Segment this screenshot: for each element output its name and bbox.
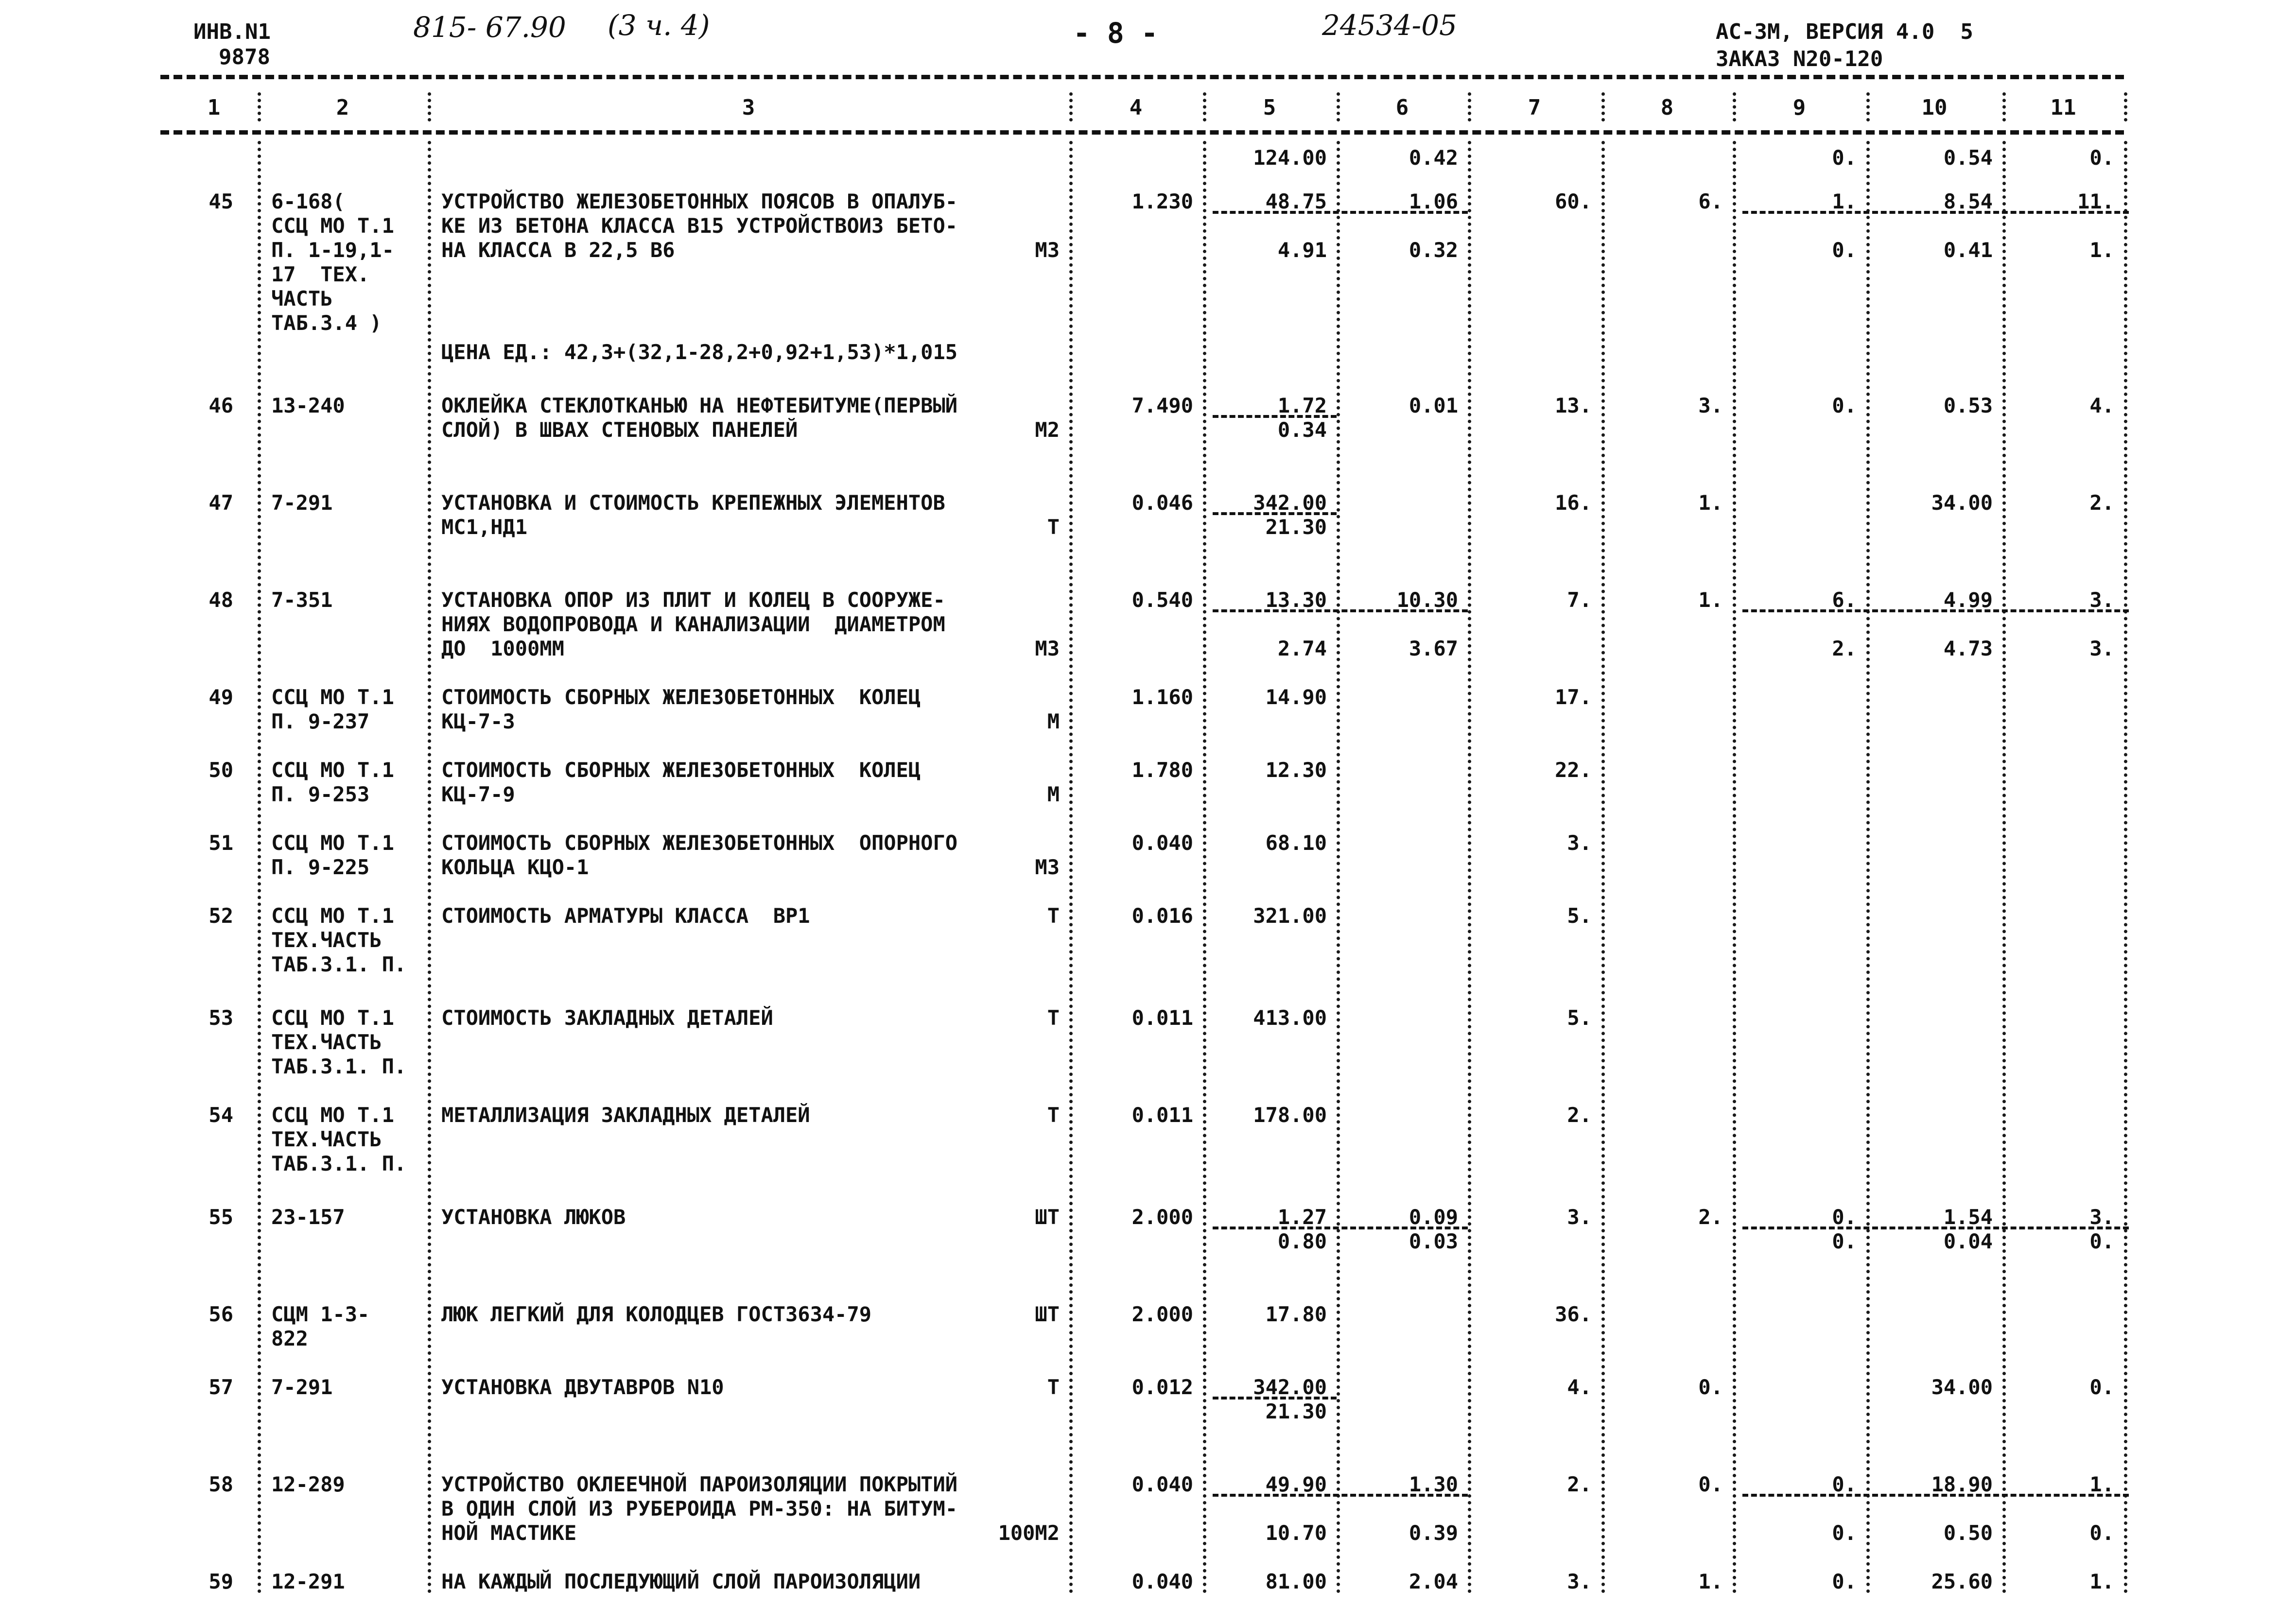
column-separator [1866,141,1870,1594]
row-col-11: 0. [2089,1229,2114,1253]
row-code: ССЦ МО Т.1 [271,214,394,238]
row-col-7: 5. [1567,1006,1592,1030]
row-unit: Т [1047,1375,1060,1399]
row-code: 23-157 [271,1205,345,1229]
handwritten-code: 815- 67.90 [413,11,566,44]
row-col-11: 2. [2089,491,2114,515]
column-separator [2124,92,2127,121]
row-description: УСТРОЙСТВО ЖЕЛЕЗОБЕТОННЫХ ПОЯСОВ В ОПАЛУБ- [441,190,958,213]
row-col-7: 22. [1555,758,1592,782]
row-col-9: 0. [1832,1472,1857,1496]
row-col-11: 3. [2089,588,2114,612]
row-col-6: 3.67 [1409,637,1458,660]
row-quantity: 0.040 [1131,831,1193,855]
row-col-11: 4. [2089,394,2114,417]
row-code: ССЦ МО Т.1 [271,904,394,928]
column-separator [1601,92,1605,121]
column-number-9: 9 [1792,95,1806,120]
row-code: 7-291 [271,1375,333,1399]
row-col-5: 12.30 [1265,758,1327,782]
row-quantity: 0.012 [1131,1375,1193,1399]
row-col-7: 4. [1567,1375,1592,1399]
row-number: 52 [209,904,233,928]
row-col-10: 4.73 [1943,637,1993,660]
row-code: 12-289 [271,1472,345,1496]
column-separator [2124,141,2127,1594]
row-code: 7-351 [271,588,333,612]
row-col-10: 34.00 [1931,1375,1993,1399]
row-col-10: 4.99 [1943,588,1993,612]
row-col-7: 60. [1555,190,1592,213]
row-description: ЛЮК ЛЕГКИЙ ДЛЯ КОЛОДЦЕВ ГОСТ3634-79 [441,1302,872,1326]
row-col-8: 6. [1698,190,1723,213]
subtotal-separator [1213,609,1468,612]
row-col-6: 2.04 [1409,1570,1458,1593]
row-col-7: 3. [1567,1570,1592,1593]
column-separator [1069,92,1073,121]
top-rule [160,75,2124,79]
row-code: ТЕХ.ЧАСТЬ [271,928,382,952]
row-col-9: 0. [1832,1205,1857,1229]
row-code: П. 9-237 [271,709,370,733]
row-number: 45 [209,190,233,213]
row-code: 6-168( [271,190,345,213]
row-col-5: 1.27 [1277,1205,1327,1229]
row-col-5: 0.34 [1277,418,1327,442]
row-description: СТОИМОСТЬ СБОРНЫХ ЖЕЛЕЗОБЕТОННЫХ КОЛЕЦ [441,758,921,782]
column-number-10: 10 [1921,95,1948,120]
row-col-11: 0. [2089,1521,2114,1545]
row-col-9: 0. [1832,1570,1857,1593]
row-description: НОЙ МАСТИКЕ [441,1521,577,1545]
subtotal-separator [1742,1227,2129,1229]
row-code: ТАБ.3.1. П. [271,1152,407,1175]
row-unit: Т [1047,1103,1060,1127]
row-code: 822 [271,1327,308,1350]
header-bottom-rule [160,130,2124,135]
row-col-6: 0.32 [1409,238,1458,262]
row-description: ОКЛЕЙКА СТЕКЛОТКАНЬЮ НА НЕФТЕБИТУМЕ(ПЕРВЫЙ [441,394,958,417]
row-description: СТОИМОСТЬ СБОРНЫХ ЖЕЛЕЗОБЕТОННЫХ КОЛЕЦ [441,685,921,709]
row-col-6: 10.30 [1396,588,1458,612]
row-description: УСТАНОВКА ДВУТАВРОВ N10 [441,1375,724,1399]
row-quantity: 1.230 [1131,190,1193,213]
order-label: ЗАКАЗ N20-120 [1716,47,1883,71]
row-col-7: 3. [1567,831,1592,855]
row-number: 53 [209,1006,233,1030]
row-col-11: 0. [2089,1375,2114,1399]
row-col-5: 10.70 [1265,1521,1327,1545]
row-col-9: 0. [1832,394,1857,417]
row-col-11: 11. [2077,190,2114,213]
row-col-9: 1. [1832,190,1857,213]
column-separator [1733,141,1736,1594]
row-col-8: 0. [1698,1472,1723,1496]
version-label: АС-3М, ВЕРСИЯ 4.0 5 [1716,19,1973,44]
row-col-8: 2. [1698,1205,1723,1229]
subtotal-separator [1213,1494,1468,1497]
row-unit: Т [1047,1006,1060,1030]
column-number-8: 8 [1660,95,1674,120]
column-number-5: 5 [1263,95,1276,120]
row-code: СЦМ 1-3- [271,1302,370,1326]
row-quantity: 0.540 [1131,588,1193,612]
column-number-4: 4 [1129,95,1143,120]
row-col-9: 0. [1832,1229,1857,1253]
inventory-number: 9878 [219,45,270,69]
column-number-3: 3 [742,95,755,120]
row-description: УСТРОЙСТВО ОКЛЕЕЧНОЙ ПАРОИЗОЛЯЦИИ ПОКРЫТИЙ [441,1472,958,1496]
row-col-5: 48.75 [1265,190,1327,213]
row-col-8: 1. [1698,1570,1723,1593]
row-col-6: 0.42 [1409,146,1458,170]
row-col-10: 0.53 [1943,394,1993,417]
column-separator [1733,92,1736,121]
row-number: 47 [209,491,233,515]
row-col-5: 124.00 [1253,146,1327,170]
subtotal-separator [1213,1227,1468,1229]
column-number-1: 1 [207,95,221,120]
column-separator [2002,92,2006,121]
subtotal-separator [1213,415,1337,418]
row-col-5: 342.00 [1253,1375,1327,1399]
row-col-5: 21.30 [1265,1400,1327,1423]
row-number: 56 [209,1302,233,1326]
column-separator [1866,92,1870,121]
row-number: 57 [209,1375,233,1399]
row-unit: М3 [1035,855,1060,879]
row-description: МЕТАЛЛИЗАЦИЯ ЗАКЛАДНЫХ ДЕТАЛЕЙ [441,1103,810,1127]
row-number: 58 [209,1472,233,1496]
row-quantity: 7.490 [1131,394,1193,417]
row-code: ТАБ.3.1. П. [271,1054,407,1078]
row-code: ССЦ МО Т.1 [271,831,394,855]
row-description: УСТАНОВКА И СТОИМОСТЬ КРЕПЕЖНЫХ ЭЛЕМЕНТОВ [441,491,945,515]
row-description: КЦ-7-9 [441,782,515,806]
column-separator [428,92,431,121]
column-separator [428,141,431,1594]
row-quantity: 0.011 [1131,1006,1193,1030]
column-separator [258,92,261,121]
row-quantity: 2.000 [1131,1302,1193,1326]
row-col-5: 178.00 [1253,1103,1327,1127]
row-description: НА КАЖДЫЙ ПОСЛЕДУЮЩИЙ СЛОЙ ПАРОИЗОЛЯЦИИ [441,1570,921,1593]
row-col-5: 68.10 [1265,831,1327,855]
row-col-10: 34.00 [1931,491,1993,515]
row-code: ТАБ.3.4 ) [271,311,382,335]
row-number: 48 [209,588,233,612]
row-unit: М3 [1035,238,1060,262]
row-quantity: 0.011 [1131,1103,1193,1127]
row-col-5: 0.80 [1277,1229,1327,1253]
row-code: 13-240 [271,394,345,417]
row-code: ЧАСТЬ [271,287,333,311]
row-unit: ШТ [1035,1302,1060,1326]
row-unit: М [1047,709,1060,733]
column-separator [1337,92,1340,121]
row-number: 51 [209,831,233,855]
row-code: 17 ТЕХ. [271,262,370,286]
column-separator [1203,92,1206,121]
subtotal-separator [1742,1494,2129,1497]
subtotal-separator [1213,1397,1337,1400]
row-col-6: 1.30 [1409,1472,1458,1496]
row-quantity: 0.040 [1131,1472,1193,1496]
row-col-10: 18.90 [1931,1472,1993,1496]
row-quantity: 1.780 [1131,758,1193,782]
row-col-11: 3. [2089,637,2114,660]
row-col-8: 1. [1698,491,1723,515]
row-code: 12-291 [271,1570,345,1593]
row-col-7: 16. [1555,491,1592,515]
row-col-6: 0.39 [1409,1521,1458,1545]
row-code: ССЦ МО Т.1 [271,758,394,782]
row-col-9: 2. [1832,637,1857,660]
row-quantity: 0.046 [1131,491,1193,515]
subtotal-separator [1742,609,2129,612]
inventory-label: ИНВ.N1 [193,19,271,44]
column-number-11: 11 [2050,95,2076,120]
row-col-7: 36. [1555,1302,1592,1326]
row-description: УСТАНОВКА ЛЮКОВ [441,1205,626,1229]
row-description: НА КЛАССА В 22,5 В6 [441,238,675,262]
row-col-5: 17.80 [1265,1302,1327,1326]
row-col-7: 3. [1567,1205,1592,1229]
row-quantity: 1.160 [1131,685,1193,709]
row-col-9: 0. [1832,1521,1857,1545]
row-col-5: 4.91 [1277,238,1327,262]
row-col-5: 81.00 [1265,1570,1327,1593]
row-description: В ОДИН СЛОЙ ИЗ РУБЕРОИДА РМ-350: НА БИТУМ- [441,1497,958,1521]
row-col-5: 342.00 [1253,491,1327,515]
row-col-10: 8.54 [1943,190,1993,213]
row-col-7: 13. [1555,394,1592,417]
row-unit: М [1047,782,1060,806]
row-code: П. 1-19,1- [271,238,394,262]
row-unit: Т [1047,904,1060,928]
row-description: СТОИМОСТЬ СБОРНЫХ ЖЕЛЕЗОБЕТОННЫХ ОПОРНОГО [441,831,958,855]
row-col-5: 14.90 [1265,685,1327,709]
price-note: ЦЕНА ЕД.: 42,3+(32,1-28,2+0,92+1,53)*1,015 [441,340,958,364]
handwritten-part: (3 ч. 4) [608,9,710,42]
row-unit: М3 [1035,637,1060,660]
row-number: 49 [209,685,233,709]
row-col-6: 0.09 [1409,1205,1458,1229]
handwritten-document-number: 24534-05 [1322,9,1457,42]
row-code: ТЕХ.ЧАСТЬ [271,1030,382,1054]
row-unit: Т [1047,515,1060,539]
row-col-5: 2.74 [1277,637,1327,660]
subtotal-separator [1213,211,1468,214]
row-description: МС1,НД1 [441,515,528,539]
row-col-11: 3. [2089,1205,2114,1229]
row-col-5: 1.72 [1277,394,1327,417]
row-quantity: 0.016 [1131,904,1193,928]
row-col-11: 1. [2089,1472,2114,1496]
row-col-11: 0. [2089,146,2114,170]
row-number: 59 [209,1570,233,1593]
row-col-10: 0.04 [1943,1229,1993,1253]
row-code: 7-291 [271,491,333,515]
row-col-6: 0.03 [1409,1229,1458,1253]
row-description: КЦ-7-3 [441,709,515,733]
row-description: СТОИМОСТЬ ЗАКЛАДНЫХ ДЕТАЛЕЙ [441,1006,773,1030]
column-separator [1468,92,1471,121]
row-col-10: 0.50 [1943,1521,1993,1545]
row-code: ССЦ МО Т.1 [271,1006,394,1030]
row-col-8: 3. [1698,394,1723,417]
row-col-7: 2. [1567,1472,1592,1496]
row-unit: М2 [1035,418,1060,442]
row-unit: ШТ [1035,1205,1060,1229]
row-description: УСТАНОВКА ОПОР ИЗ ПЛИТ И КОЛЕЦ В СООРУЖЕ- [441,588,945,612]
column-number-2: 2 [336,95,349,120]
row-col-5: 413.00 [1253,1006,1327,1030]
row-code: ССЦ МО Т.1 [271,1103,394,1127]
row-col-10: 1.54 [1943,1205,1993,1229]
row-col-10: 25.60 [1931,1570,1993,1593]
row-col-7: 17. [1555,685,1592,709]
row-col-9: 0. [1832,146,1857,170]
row-number: 55 [209,1205,233,1229]
row-code: П. 9-225 [271,855,370,879]
row-unit: 100М2 [998,1521,1060,1545]
row-col-5: 49.90 [1265,1472,1327,1496]
column-number-6: 6 [1395,95,1409,120]
page-number: - 8 - [1073,17,1158,50]
row-code: П. 9-253 [271,782,370,806]
row-description: СЛОЙ) В ШВАХ СТЕНОВЫХ ПАНЕЛЕЙ [441,418,798,442]
row-col-9: 6. [1832,588,1857,612]
row-description: НИЯХ ВОДОПРОВОДА И КАНАЛИЗАЦИИ ДИАМЕТРОМ [441,612,945,636]
subtotal-separator [1213,512,1337,515]
row-description: СТОИМОСТЬ АРМАТУРЫ КЛАССА ВР1 [441,904,810,928]
column-number-7: 7 [1528,95,1541,120]
column-separator [1337,141,1340,1594]
row-col-8: 0. [1698,1375,1723,1399]
row-number: 50 [209,758,233,782]
row-col-5: 21.30 [1265,515,1327,539]
row-col-10: 0.41 [1943,238,1993,262]
row-description: КОЛЬЦА КЦО-1 [441,855,589,879]
row-col-8: 1. [1698,588,1723,612]
row-quantity: 0.040 [1131,1570,1193,1593]
row-code: ТЕХ.ЧАСТЬ [271,1127,382,1151]
row-number: 54 [209,1103,233,1127]
row-number: 46 [209,394,233,417]
row-quantity: 2.000 [1131,1205,1193,1229]
row-col-7: 2. [1567,1103,1592,1127]
row-col-5: 13.30 [1265,588,1327,612]
row-col-6: 1.06 [1409,190,1458,213]
row-description: ДО 1000ММ [441,637,564,660]
row-code: ТАБ.3.1. П. [271,952,407,976]
row-code: ССЦ МО Т.1 [271,685,394,709]
row-col-6: 0.01 [1409,394,1458,417]
row-col-7: 5. [1567,904,1592,928]
row-col-11: 1. [2089,1570,2114,1593]
column-separator [258,141,261,1594]
row-col-10: 0.54 [1943,146,1993,170]
row-description: КЕ ИЗ БЕТОНА КЛАССА В15 УСТРОЙСТВОИЗ БЕТО- [441,214,958,238]
subtotal-separator [1742,211,2129,214]
row-col-11: 1. [2089,238,2114,262]
row-col-5: 321.00 [1253,904,1327,928]
row-col-7: 7. [1567,588,1592,612]
row-col-9: 0. [1832,238,1857,262]
